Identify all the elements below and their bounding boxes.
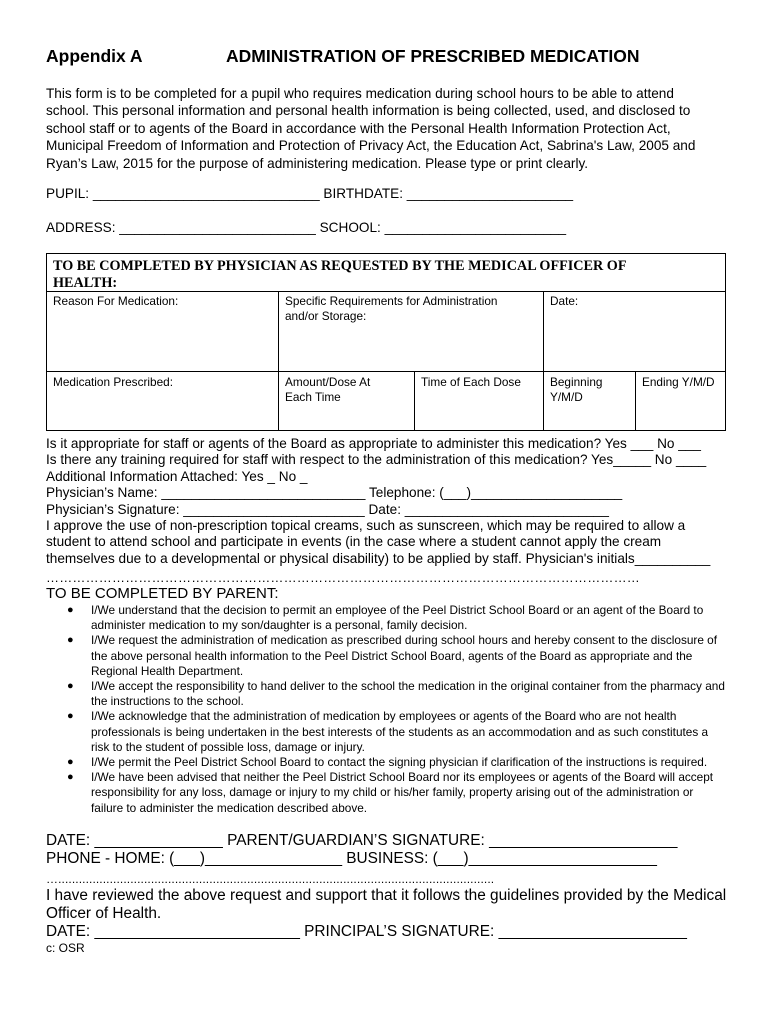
specific-requirements-cell[interactable]: Specific Requirements for Administration and/or Storage: [285,294,498,323]
intro-line: school staff or to agents of the Board in accordance with the Personal Health Information Protection Act, [46,120,671,136]
ending-date-cell[interactable]: Ending Y/M/D [642,375,715,389]
staff-administer-question[interactable]: Is it appropriate for staff or agents of the Board as appropriate to administer this medication? Yes ___ No ___ [46,436,701,451]
intro-line: school. This personal information and personal health information is being collected, used, and disclosed to [46,103,691,119]
section-separator: …............................................................................................................................... [46,872,495,886]
additional-info-question[interactable]: Additional Information Attached: Yes _ No _ [46,468,308,484]
consent-text: I/We permit the Peel District School Board to contact the signing physician if clarification of the instructions is required. [91,755,708,770]
bullet-icon: ● [67,710,74,723]
cc-osr-label: c: OSR [46,941,85,955]
bullet-icon: ● [67,756,74,769]
medication-prescribed-cell[interactable]: Medication Prescribed: [53,375,173,389]
consent-text: I/We request the administration of medication as prescribed during school hours and hereby consent to the disclosure of the above personal health information to the Peel District School Board, agents of the Board as appropriate and the Regional Health Department. [91,633,718,678]
parent-consent-list [46,603,726,816]
topical-creams-text: I approve the use of non-prescription topical creams, such as sunscreen, which may be required to allow a [46,518,686,534]
bullet-icon: ● [67,771,74,784]
intro-line: Municipal Freedom of Information and Protection of Privacy Act, the Education Act, Sabrina's Law, 2005 and [46,138,696,154]
parent-section-heading: TO BE COMPLETED BY PARENT: [46,585,279,602]
physician-initials-line[interactable]: themselves due to a developmental or physical disability) to be applied by staff. Physician's initials__________ [46,550,711,566]
principal-review-text: Officer of Health. [46,905,162,922]
topical-creams-text: student to attend school and participate in events (in the case where a student cannot apply the cream [46,534,662,550]
table-divider [47,371,725,372]
list-item [46,679,726,709]
consent-text: I/We have been advised that neither the Peel District School Board nor its employees or agents of the Board will accept responsibility for any loss, damage or injury to my child or his/her family, property arising out of the administration or failure to administer the medication described above. [91,770,714,815]
training-required-question[interactable]: Is there any training required for staff with respect to the administration of this medication? Yes_____ No ____ [46,452,707,468]
principal-date-signature-line[interactable]: DATE: ________________________ PRINCIPAL’S SIGNATURE: ______________________ [46,923,687,940]
physician-name-telephone-line[interactable]: Physician’s Name: ___________________________ Telephone: (___)____________________ [46,485,623,501]
physician-questions [46,436,736,567]
table-divider [47,291,725,292]
bullet-icon: ● [67,604,74,616]
list-item [46,633,726,679]
pupil-birthdate-line[interactable]: PUPIL: ______________________________ BIRTHDATE: ______________________ [46,186,574,201]
table-divider [635,371,636,430]
physician-heading-line1: TO BE COMPLETED BY PHYSICIAN AS REQUESTED BY THE MEDICAL OFFICER OF [53,258,627,274]
bullet-icon: ● [67,634,74,647]
list-item [46,755,726,770]
parent-phone-line[interactable]: PHONE - HOME: (___)________________ BUSINESS: (___)______________________ [46,850,657,867]
list-item [46,603,726,633]
reason-for-medication-cell[interactable]: Reason For Medication: [53,294,179,308]
physician-heading-line2: HEALTH: [53,274,118,291]
form-title: ADMINISTRATION OF PRESCRIBED MEDICATION [226,46,640,66]
beginning-date-cell[interactable]: Beginning Y/M/D [550,375,603,404]
intro-paragraph [46,85,726,172]
intro-line: Ryan’s Law, 2015 for the purpose of administering medication. Please type or print clearly. [46,155,589,171]
list-item [46,709,726,755]
list-item [46,770,726,816]
principal-review-text: I have reviewed the above request and support that it follows the guidelines provided by the Medical [46,887,727,904]
amount-dose-cell[interactable]: Amount/Dose At Each Time [285,375,371,404]
parent-date-signature-line[interactable]: DATE: _______________ PARENT/GUARDIAN’S SIGNATURE: ______________________ [46,832,678,849]
table-divider [414,371,415,430]
table-divider [278,291,279,430]
consent-text: I/We accept the responsibility to hand deliver to the school the medication in the original container from the pharmacy and the instructions to the school. [91,679,725,709]
address-school-line[interactable]: ADDRESS: __________________________ SCHOOL: ________________________ [46,220,567,235]
intro-line: This form is to be completed for a pupil who requires medication during school hours to be able to attend [46,86,674,101]
time-of-dose-cell[interactable]: Time of Each Dose [421,375,521,389]
table-divider [543,291,544,430]
physician-table [46,253,726,431]
consent-text: I/We understand that the decision to permit an employee of the Peel District School Board or an agent of the Board to administer medication to my son/daughter is a personal, family decision. [91,603,704,633]
bullet-icon: ● [67,680,74,693]
physician-signature-date-line[interactable]: Physician’s Signature: ________________________ Date: ___________________________ [46,501,609,517]
section-separator: ……………………………………………………………………………………………………………………… [46,570,640,585]
consent-text: I/We acknowledge that the administration of medication by employees or agents of the Board who are not health professionals is being undertaken in the best interests of the students as an accommodation and as such constitutes a risk to the student of possible loss, damage or injury. [91,709,709,754]
appendix-label: Appendix A [46,46,143,66]
physician-table-heading [53,258,713,291]
date-cell[interactable]: Date: [550,294,579,308]
